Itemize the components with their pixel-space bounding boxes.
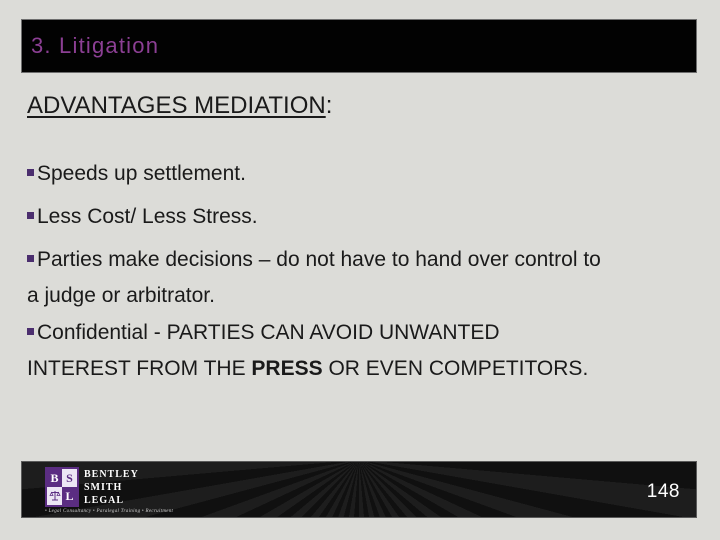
scales-of-justice-icon (47, 487, 62, 505)
section-heading-text: ADVANTAGES MEDIATION (27, 92, 326, 119)
bentley-smith-legal-logo (45, 467, 174, 514)
logo-letter-grid (45, 467, 79, 507)
bullet-2-text: Less Cost/ Less Stress. (37, 205, 258, 228)
bullet-1-text: Speeds up settlement. (37, 162, 246, 185)
logo-letter-b: B (47, 469, 62, 487)
slide-title: 3. Litigation (31, 33, 160, 58)
bullet-3-line-1: Parties make decisions – do not have to hand over control to (37, 248, 601, 271)
bullet-item-3 (27, 242, 601, 314)
logo-letter-s: S (62, 469, 77, 487)
logo-name-line-3: LEGAL (84, 495, 125, 506)
footer-bar (21, 461, 697, 518)
bullet-item-1 (27, 156, 246, 192)
bullet-4-line-2-pre: INTEREST FROM THE (27, 357, 252, 380)
bullet-4-line-1: Confidential - PARTIES CAN AVOID UNWANTED (37, 321, 500, 344)
section-heading (27, 92, 332, 120)
bullet-4-line-2-post: OR EVEN COMPETITORS. (322, 357, 589, 380)
bullet-icon (27, 255, 34, 262)
section-heading-colon: : (325, 92, 333, 119)
logo-company-name (84, 467, 139, 507)
logo-letter-l: L (62, 487, 77, 505)
bullet-item-2 (27, 199, 258, 235)
bullet-item-4 (27, 315, 588, 387)
bullet-3-line-2: a judge or arbitrator. (27, 284, 215, 307)
logo-tagline: • Legal Consultancy • Paralegal Training • Recruitment (45, 509, 174, 514)
logo-name-line-1: BENTLEY (84, 469, 139, 480)
bullet-icon (27, 169, 34, 176)
bullet-icon (27, 328, 34, 335)
bullet-icon (27, 212, 34, 219)
bullet-4-line-2-bold: PRESS (251, 357, 323, 380)
page-number: 148 (646, 481, 680, 502)
header-bar (21, 19, 697, 73)
logo-name-line-2: SMITH (84, 482, 123, 493)
